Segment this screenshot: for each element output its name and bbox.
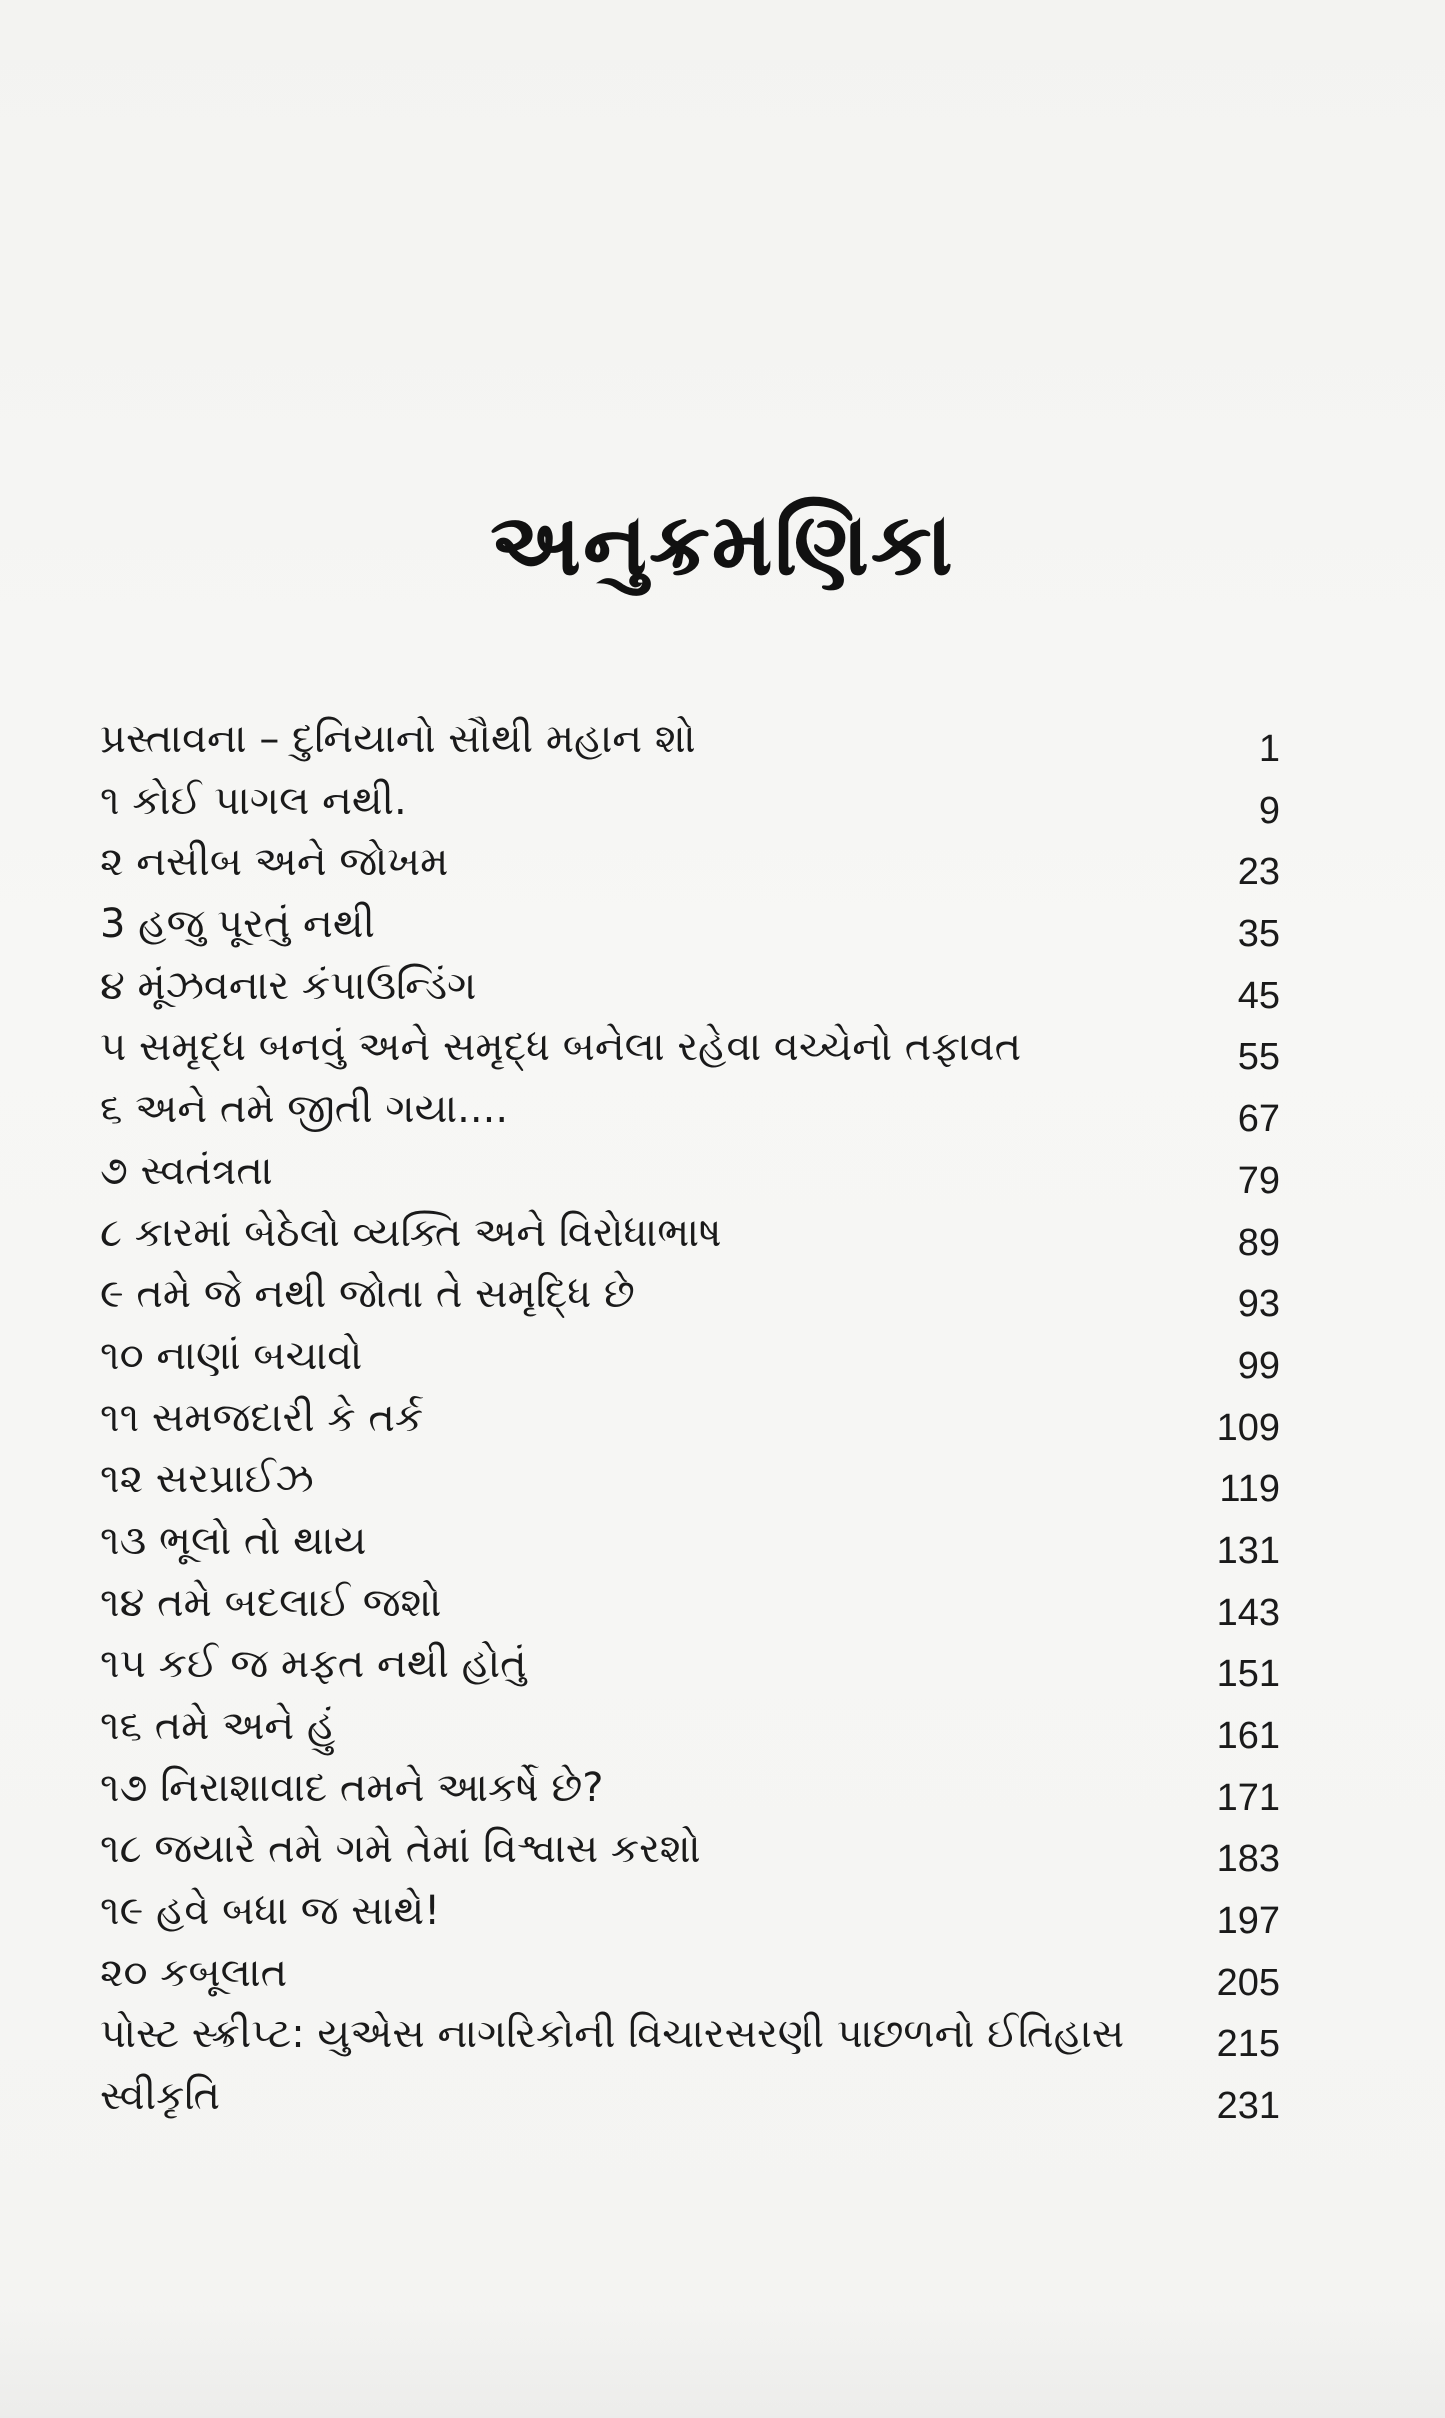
toc-entry-page: 197 — [1216, 1900, 1280, 1943]
toc-entry-page: 205 — [1216, 1961, 1280, 2004]
toc-entry-title: પ્રસ્તાવના – દુનિયાનો સૌથી મહાન શો — [100, 716, 696, 762]
toc-entry-title: ૭ સ્વતંત્રતા — [100, 1147, 273, 1194]
toc-row — [100, 1327, 1280, 1389]
toc-entry-title: ૧૮ જયારે તમે ગમે તેમાં વિશ્વાસ કરશો — [100, 1826, 701, 1873]
toc-row — [100, 1018, 1280, 1080]
toc-entry-title: ૧૦ નાણાં બચાવો — [100, 1332, 363, 1379]
toc-row — [100, 1080, 1280, 1142]
toc-row — [100, 772, 1280, 834]
toc-entry-page: 231 — [1216, 2085, 1280, 2128]
toc-row — [100, 1574, 1280, 1636]
toc-row — [100, 710, 1280, 772]
toc-entry-page: 183 — [1216, 1838, 1280, 1881]
toc-row — [100, 1204, 1280, 1266]
toc-row — [100, 1759, 1280, 1821]
toc-entry-title: ૬ અને તમે જીતી ગયા.... — [100, 1086, 509, 1133]
toc-entry-page: 93 — [1237, 1283, 1280, 1326]
toc-entry-title: સ્વીકૃતિ — [100, 2073, 220, 2120]
toc-row — [100, 1635, 1280, 1697]
toc-entry-page: 35 — [1237, 913, 1280, 956]
toc-entry-title: ૧૨ સરપ્રાઈઝ — [100, 1456, 314, 1503]
toc-entry-page: 55 — [1237, 1036, 1280, 1079]
toc-row — [100, 1450, 1280, 1512]
toc-entry-title: ૧૩ ભૂલો તો થાય — [100, 1517, 367, 1564]
toc-entry-page: 89 — [1237, 1221, 1280, 1264]
toc-entry-page: 1 — [1258, 728, 1280, 770]
toc-entry-title: ૧૬ તમે અને હું — [100, 1703, 336, 1749]
toc-row — [100, 1944, 1280, 2006]
toc-row — [100, 1820, 1280, 1882]
toc-entry-page: 9 — [1258, 789, 1280, 832]
table-of-contents — [100, 710, 1280, 2129]
page-title: અનુક્રમણિકા — [490, 495, 955, 595]
toc-row — [100, 2067, 1280, 2129]
toc-entry-title: ૧૧ સમજદારી કે તર્ક — [100, 1394, 424, 1441]
toc-entry-page: 171 — [1216, 1776, 1280, 1819]
toc-entry-page: 45 — [1237, 974, 1280, 1017]
toc-entry-title: ૧૯ હવે બધા જ સાથે! — [100, 1888, 441, 1935]
toc-entry-title: ૪ મૂંઝવનાર કંપાઉન્ડિંગ — [100, 962, 477, 1009]
toc-entry-title: ૧૫ કઈ જ મફત નથી હોતું — [100, 1641, 527, 1688]
page-shadow — [0, 2298, 1445, 2418]
toc-entry-page: 119 — [1219, 1468, 1280, 1511]
toc-row — [100, 957, 1280, 1019]
toc-entry-title: ૨૦ કબૂલાત — [100, 1949, 288, 1996]
toc-entry-page: 215 — [1216, 2023, 1280, 2066]
toc-row — [100, 1142, 1280, 1204]
toc-entry-page: 23 — [1237, 851, 1280, 894]
toc-entry-title: ૯ તમે જે નથી જોતા તે સમૃદ્ધિ છે — [100, 1271, 635, 1318]
toc-row — [100, 1697, 1280, 1759]
toc-entry-title: ૫ સમૃદ્ધ બનવું અને સમૃદ્ધ બનેલા રહેવા વચ્ચેનો તફાવત — [100, 1024, 1022, 1071]
toc-row — [100, 1512, 1280, 1574]
toc-entry-page: 99 — [1237, 1344, 1280, 1387]
toc-row — [100, 2005, 1280, 2067]
toc-entry-page: 131 — [1216, 1529, 1280, 1572]
toc-entry-title: 3 હજુ પૂરતું નથી — [100, 901, 375, 948]
toc-entry-title: ૮ કારમાં બેઠેલો વ્યક્તિ અને વિરોધાભાષ — [100, 1209, 722, 1256]
toc-entry-page: 161 — [1216, 1715, 1280, 1757]
toc-row — [100, 1882, 1280, 1944]
toc-entry-page: 151 — [1216, 1653, 1280, 1696]
toc-row — [100, 1265, 1280, 1327]
toc-entry-page: 143 — [1216, 1591, 1280, 1634]
toc-row — [100, 833, 1280, 895]
toc-entry-page: 79 — [1237, 1159, 1280, 1202]
toc-entry-title: ૨ નસીબ અને જોખમ — [100, 839, 449, 886]
toc-entry-title: પોસ્ટ સ્ક્રીપ્ટ: યુએસ નાગરિકોની વિચારસરણી પાછળનો ઈતિહાસ — [100, 2011, 1125, 2058]
toc-entry-page: 109 — [1216, 1406, 1280, 1449]
toc-entry-title: ૧૭ નિરાશાવાદ તમને આકર્ષે છે? — [100, 1764, 604, 1811]
toc-entry-title: ૧૪ તમે બદલાઈ જશો — [100, 1579, 442, 1626]
toc-entry-title: ૧ કોઈ પાગલ નથી. — [100, 777, 407, 824]
toc-row — [100, 1389, 1280, 1451]
toc-entry-page: 67 — [1237, 1098, 1280, 1141]
toc-row — [100, 895, 1280, 957]
